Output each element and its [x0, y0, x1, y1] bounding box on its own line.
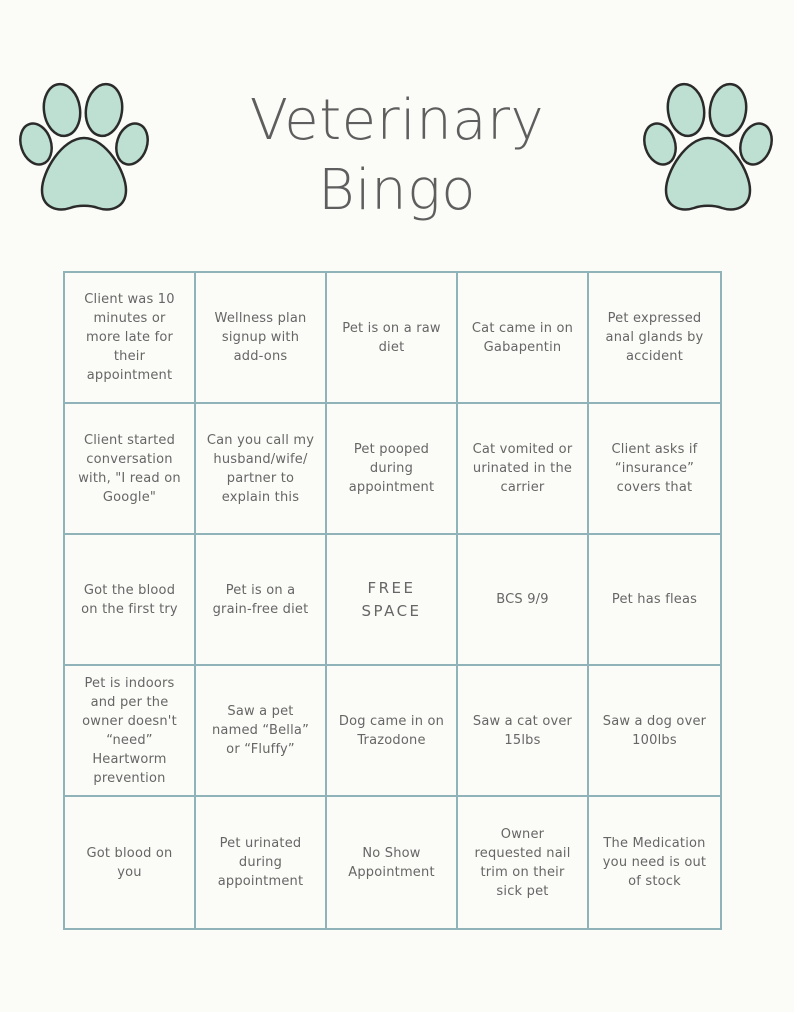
bingo-cell[interactable] — [589, 273, 720, 404]
bingo-cell-text: Got the blood on the first try — [81, 582, 178, 617]
bingo-cell-text: Pet urinated during appointment — [217, 836, 304, 889]
bingo-cell-text: Owner requested nail trim on their sick pet — [474, 826, 571, 899]
bingo-cell[interactable] — [327, 273, 458, 404]
bingo-cell-text: Pet expressed anal glands by accident — [605, 311, 704, 364]
bingo-cell-text: Saw a pet named “Bella” or “Fluffy” — [211, 704, 310, 757]
bingo-cell-text: Client asks if “insurance” covers that — [611, 442, 698, 495]
bingo-cell-text: Pet is on a grain-free diet — [212, 582, 309, 617]
bingo-cell-text: Pet is indoors and per the owner doesn't “need” Heartworm prevention — [82, 675, 177, 786]
bingo-cell[interactable] — [196, 404, 327, 535]
bingo-cell[interactable] — [327, 797, 458, 928]
bingo-board — [63, 271, 722, 930]
bingo-cell-text: Pet pooped during appointment — [348, 442, 435, 495]
bingo-cell-text: Got blood on you — [86, 845, 173, 880]
bingo-cell-text: FREE SPACE — [361, 578, 422, 620]
bingo-cell[interactable] — [589, 404, 720, 535]
title-line-1: Veterinary — [249, 88, 545, 153]
bingo-cell[interactable] — [327, 666, 458, 797]
bingo-cell[interactable] — [589, 535, 720, 666]
bingo-cell-text: Client was 10 minutes or more late for their appointment — [84, 292, 175, 383]
bingo-cell-text: The Medication you need is out of stock — [602, 836, 707, 889]
bingo-cell-text: Wellness plan signup with add-ons — [214, 311, 307, 364]
bingo-cell[interactable] — [589, 797, 720, 928]
bingo-cell[interactable] — [327, 404, 458, 535]
bingo-cell[interactable] — [458, 535, 589, 666]
bingo-cell[interactable] — [196, 797, 327, 928]
bingo-cell[interactable] — [196, 666, 327, 797]
bingo-cell[interactable] — [65, 404, 196, 535]
page-title — [0, 86, 794, 226]
bingo-cell[interactable] — [65, 535, 196, 666]
bingo-cell-text: Pet has fleas — [611, 592, 698, 607]
bingo-free-space[interactable] — [327, 535, 458, 666]
bingo-cell-text: Cat vomited or urinated in the carrier — [472, 442, 573, 495]
bingo-cell-text: Cat came in on Gabapentin — [471, 320, 574, 355]
bingo-cell[interactable] — [458, 404, 589, 535]
title-line-2: Bingo — [317, 158, 477, 223]
bingo-cell-text: Saw a dog over 100lbs — [602, 713, 707, 748]
bingo-cell-text: Client started conversation with, "I read on Google" — [78, 432, 181, 505]
bingo-cell[interactable] — [65, 797, 196, 928]
bingo-cell[interactable] — [65, 273, 196, 404]
bingo-cell-text: Can you call my husband/wife/ partner to explain this — [206, 432, 315, 505]
bingo-cell-text: Pet is on a raw diet — [342, 320, 441, 355]
bingo-cell[interactable] — [196, 273, 327, 404]
bingo-cell[interactable] — [196, 535, 327, 666]
bingo-cell-text: BCS 9/9 — [496, 592, 549, 607]
bingo-cell-text: Dog came in on Trazodone — [338, 713, 445, 748]
bingo-cell-text: No Show Appointment — [348, 845, 435, 880]
bingo-cell[interactable] — [458, 797, 589, 928]
bingo-cell[interactable] — [65, 666, 196, 797]
bingo-cell-text: Saw a cat over 15lbs — [472, 713, 573, 748]
bingo-cell[interactable] — [458, 666, 589, 797]
bingo-cell[interactable] — [589, 666, 720, 797]
bingo-cell[interactable] — [458, 273, 589, 404]
